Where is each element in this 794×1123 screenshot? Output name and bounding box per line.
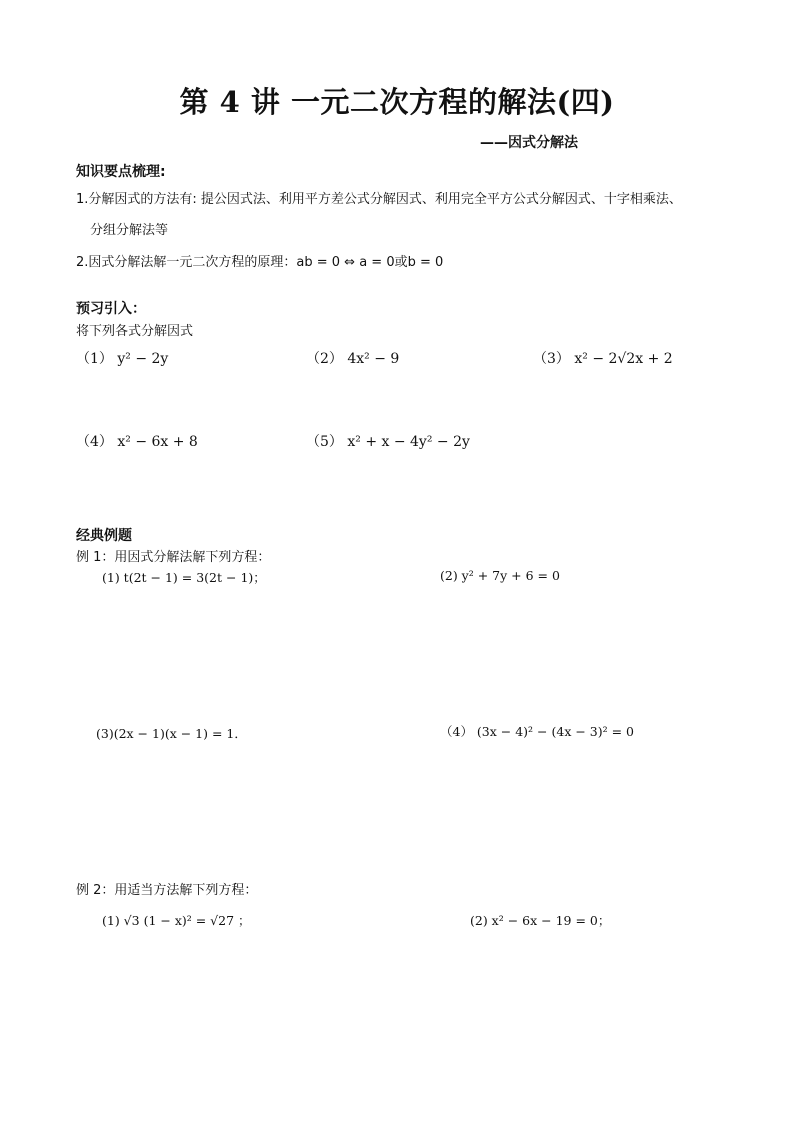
example-2-item-1: (1) √3 (1 − x)² = √27 ；: [102, 913, 251, 928]
examples-heading: 经典例题: [76, 528, 132, 544]
knowledge-item-2: 2.因式分解法解一元二次方程的原理：ab = 0 ⇔ a = 0或b = 0: [76, 255, 444, 270]
example-1-item-3: (3)(2x − 1)(x − 1) = 1．: [96, 726, 247, 741]
example-1-prompt: 例 1：用因式分解法解下列方程：: [76, 550, 271, 565]
example-2-prompt: 例 2：用适当方法解下列方程：: [76, 883, 258, 898]
preview-item-4: （4） x² − 6x + 8: [76, 434, 198, 450]
preview-item-2: （2） 4x² − 9: [306, 351, 400, 367]
preview-instruction: 将下列各式分解因式: [76, 324, 194, 339]
example-1-item-1: (1) t(2t − 1) = 3(2t − 1)；: [102, 570, 266, 585]
preview-heading: 预习引入：: [76, 301, 146, 317]
page-title: 第 4 讲 一元二次方程的解法(四): [179, 85, 615, 119]
knowledge-item-1-line-1: 1.分解因式的方法有: 提公因式法、利用平方差公式分解因式、利用完全平方公式分解因式、十字相乘法、: [76, 192, 682, 207]
preview-item-3: （3） x² − 2√2x + 2: [533, 351, 673, 367]
preview-item-5: （5） x² + x − 4y² − 2y: [306, 434, 470, 450]
preview-item-1: （1） y² − 2y: [76, 351, 169, 367]
knowledge-heading: 知识要点梳理:: [76, 164, 166, 180]
example-2-item-2: (2) x² − 6x − 19 = 0；: [470, 913, 611, 928]
example-1-item-2: (2) y² + 7y + 6 = 0: [440, 568, 560, 583]
example-1-item-4: （4） (3x − 4)² − (4x − 3)² = 0: [440, 724, 635, 739]
page-subtitle: ——因式分解法: [480, 135, 578, 151]
knowledge-item-1-line-2: 分组分解法等: [90, 223, 169, 238]
